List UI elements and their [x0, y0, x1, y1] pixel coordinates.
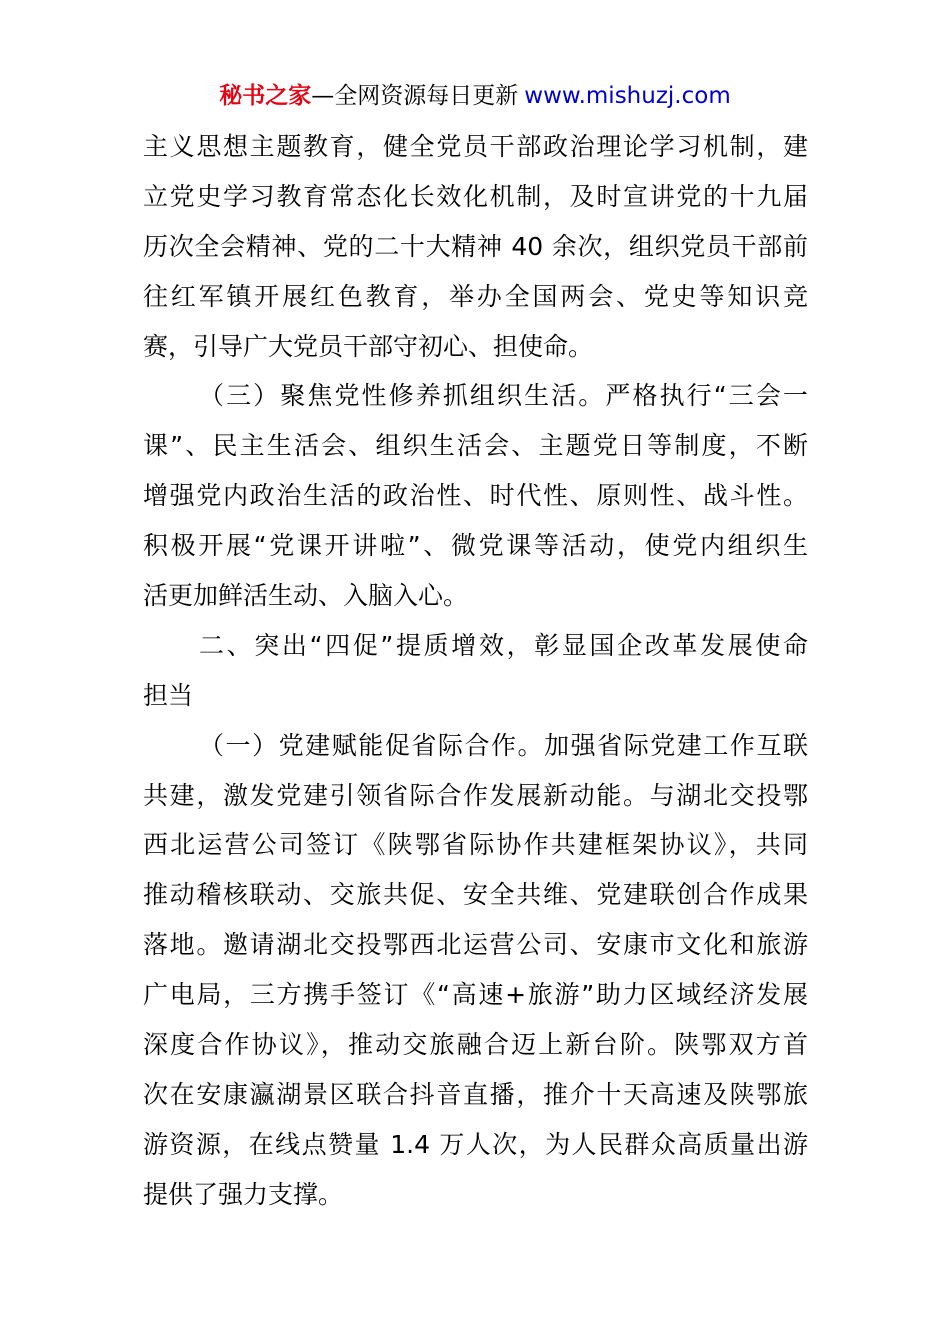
text-line: 推动稽核联动、交旅共促、安全共维、党建联创合作成果 — [143, 880, 808, 910]
text-line: 往红军镇开展红色教育，举办全国两会、党史等知识竞 — [143, 281, 808, 311]
text-line: 增强党内政治生活的政治性、时代性、原则性、战斗性。 — [143, 481, 808, 511]
text-line: 共建，激发党建引领省际合作发展新动能。与湖北交投鄂 — [143, 780, 808, 810]
header-tagline: 全网资源每日更新 — [334, 83, 519, 109]
text-line: （一）党建赋能促省际合作。加强省际党建工作互联 — [199, 730, 808, 760]
text-line: 主义思想主题教育，健全党员干部政治理论学习机制，建 — [143, 132, 808, 161]
text-line: 历次全会精神、党的二十大精神 40 余次，组织党员干部前 — [143, 231, 808, 261]
text-line: 广电局，三方携手签订《“高速+旅游”助力区域经济发展 — [143, 980, 808, 1010]
text-line: 立党史学习教育常态化长效化机制，及时宣讲党的十九届 — [143, 181, 808, 211]
brand-name: 秘书之家 — [219, 83, 312, 109]
document-body — [143, 122, 808, 1220]
text-line: 积极开展“党课开讲啦”、微党课等活动，使党内组织生 — [143, 531, 808, 561]
site-url-link[interactable]: www.mishuzj.com — [524, 83, 731, 109]
text-line: 游资源，在线点赞量 1.4 万人次，为人民群众高质量出游 — [143, 1129, 808, 1159]
text-line: 赛，引导广大党员干部守初心、担使命。 — [143, 331, 594, 361]
text-line: 深度合作协议》，推动交旅融合迈上新台阶。陕鄂双方首 — [143, 1030, 808, 1060]
text-line: 课”、民主生活会、组织生活会、主题党日等制度，不断 — [143, 431, 808, 461]
header-dash: — — [311, 83, 335, 109]
text-line: 落地。邀请湖北交投鄂西北运营公司、安康市文化和旅游 — [143, 930, 808, 960]
text-line: 次在安康瀛湖景区联合抖音直播，推介十天高速及陕鄂旅 — [143, 1079, 808, 1109]
page-header — [0, 80, 950, 112]
text-line: 西北运营公司签订《陕鄂省际协作共建框架协议》，共同 — [143, 830, 808, 860]
text-line: 二、突出“四促”提质增效，彰显国企改革发展使命 — [199, 630, 808, 660]
text-line: （三）聚焦党性修养抓组织生活。严格执行“三会一 — [199, 381, 808, 411]
text-line: 活更加鲜活生动、入脑入心。 — [143, 581, 469, 611]
text-line: 担当 — [143, 680, 194, 710]
text-line: 提供了强力支撑。 — [143, 1179, 344, 1209]
